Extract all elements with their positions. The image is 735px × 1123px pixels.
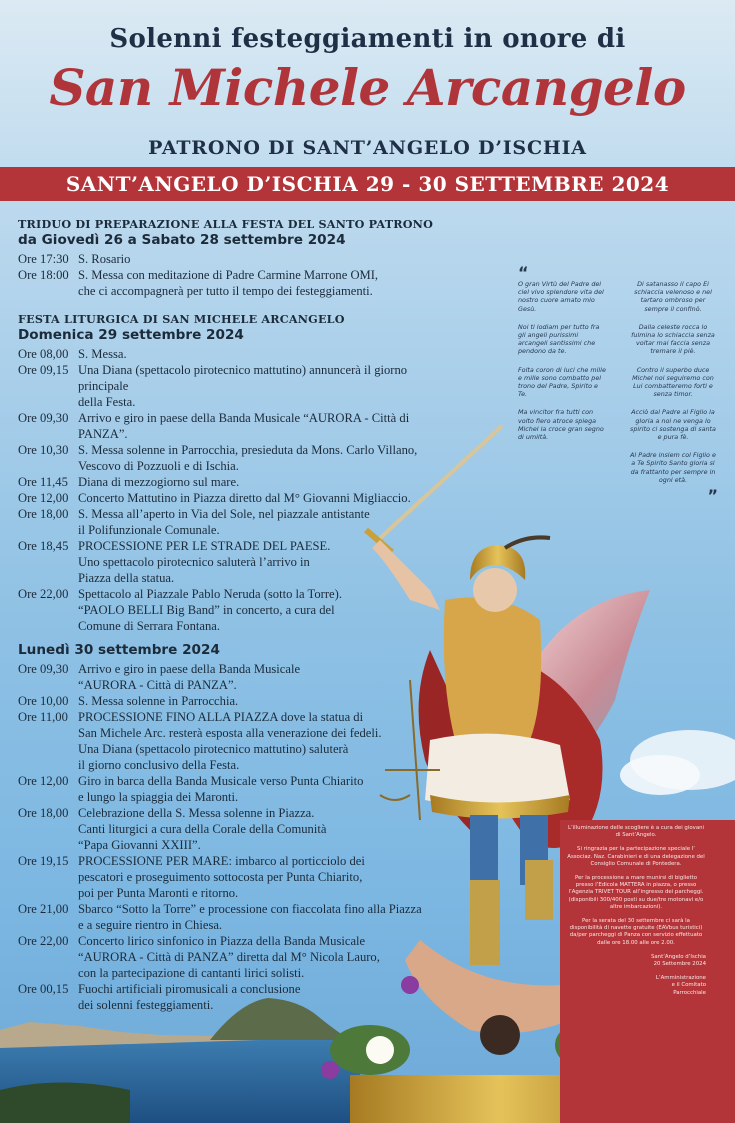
credit-note: L’illuminazione delle scogliere è a cura dei giovani di Sant’Angelo. [567,825,705,839]
lunedi-list [18,661,458,1013]
credit-note: Per la processione a mare munirsi di biglietto presso l’Edicola MATTERA in piazza, o presso l’Agenzia TRIVET TOUR all’ingresso dei parcheggi. (disponibili 300/400 posti su due/tre motonavi e/o altre imbarcazioni). [568,875,704,910]
item-continuation: “PAOLO BELLI Big Band” in concerto, a cura del [78,603,335,617]
item-time: Ore 11,00 [18,710,68,724]
angel-face [473,568,517,612]
item-time: Ore 08,00 [18,347,69,361]
hymn-stanza: Noi ti lodiam per tutto fra gli angeli purissimi arcangeli santissimi che pendono da te. [518,322,600,356]
signature-org [566,975,706,997]
signature-org1: L’Amministrazione [655,975,706,982]
signature-date: 20 Settembre 2024 [653,961,706,968]
hymn-stanza: O gran Virtù del Padre dei ciel vivo splendore vita del nostro cuore amato mio Gesù. [518,280,604,313]
program-item [18,362,458,394]
program-item [18,853,458,869]
hymn-stanza: Al Padre insiem col Figlio e a Te Spirito Santo gloria si da frattanto per sempre in ogni età. [630,451,716,484]
item-continuation: Comune di Serrara Fontana. [78,619,220,633]
item-text: Concerto Mattutino in Piazza diretto dal M° Giovanni Migliaccio. [78,491,411,505]
item-text: Sbarco “Sotto la Torre” e processione con fiaccolata fino alla Piazza [78,902,422,916]
item-continuation: Canti liturgici a cura della Corale della Comunità [78,822,327,836]
signature-org2: e il Comitato [671,982,706,989]
item-continuation: Piazza della statua. [78,571,175,585]
item-continuation: e a seguire rientro in Chiesa. [78,918,223,932]
item-text: Celebrazione della S. Messa solenne in Piazza. [78,806,315,820]
item-time: Ore 18,45 [18,539,69,553]
item-time: Ore 18:00 [18,268,69,282]
program-item [18,805,458,821]
item-continuation: il giorno conclusivo della Festa. [78,758,240,772]
hymn-right-column [628,280,718,494]
item-continuation: e lungo la spiaggia dei Maronti. [78,790,239,804]
signature-place-date [566,954,706,968]
item-text: S. Rosario [78,252,131,266]
item-continuation: poi per Punta Maronti e ritorno. [78,886,239,900]
program [18,212,458,1013]
item-text: Una Diana (spettacolo pirotecnico mattutino) annuncerà il giorno principale [78,363,408,393]
item-text: PROCESSIONE PER LE STRADE DEL PAESE. [78,539,331,553]
item-continuation: “Papa Giovanni XXIII”. [78,838,201,852]
triduo-date: da Giovedì 26 a Sabato 28 settembre 2024 [18,232,346,248]
program-item [18,981,458,997]
item-continuation: con la partecipazione di cantanti lirici solisti. [78,966,305,980]
item-text: Giro in barca della Banda Musicale verso Punta Chiarito [78,774,364,788]
credits-text [566,825,706,1004]
hymn-text [518,263,718,506]
item-text: Spettacolo al Piazzale Pablo Neruda (sotto la Torre). [78,587,342,601]
item-text: Arrivo e giro in paese della Banda Musicale “AURORA - Città di PANZA”. [78,411,410,441]
item-text: Concerto lirico sinfonico in Piazza della Banda Musicale [78,934,366,948]
program-item [18,661,458,677]
program-item [18,538,458,554]
item-continuation: Vescovo di Pozzuoli e di Ischia. [78,459,239,473]
program-item [18,933,458,949]
close-quote: ” [707,486,718,506]
credit-note: Per la serata del 30 settembre ci sarà la disponibilità di navette gratuite (EAVbus turistici) da/per parcheggi di Panza con servizio effettuato dalle ore 18.00 alle ore 2.00. [569,918,703,946]
item-time: Ore 12,00 [18,491,69,505]
hymn-stanza: Dalla celeste rocca lo fulmina lo schiaccia senza voltar mai faccia senza tremare il piè. [631,322,715,356]
item-continuation: “AURORA - Città di PANZA” diretta dal M° Nicola Lauro, [78,950,380,964]
hymn-left-column [518,280,608,494]
program-item [18,410,458,442]
item-time: Ore 09,30 [18,411,69,425]
program-item [18,773,458,789]
credit-note: Si ringrazia per la partecipazione speciale l’ Associaz. Naz. Carabinieri e di una delegazione del Consiglio Comunale di Pontedera. [567,846,705,867]
item-text: Diana di mezzogiorno sul mare. [78,475,240,489]
item-time: Ore 21,00 [18,902,69,916]
item-text: S. Messa solenne in Parrocchia. [78,694,239,708]
white-lily [366,1036,394,1064]
program-item [18,474,458,490]
item-text: S. Messa. [78,347,127,361]
signature-place: Sant’Angelo d’Ischia [650,953,706,960]
angel-boot [525,860,553,920]
lunedi-date: Lunedì 30 settembre 2024 [18,642,220,658]
festa-date: Domenica 29 settembre 2024 [18,327,244,343]
open-quote: “ [518,263,529,282]
program-item [18,442,458,458]
item-time: Ore 22,00 [18,934,69,948]
item-time: Ore 09,15 [18,363,69,377]
item-time: Ore 17:30 [18,252,69,266]
purple-flower [321,1061,339,1079]
date-band: SANT’ANGELO D’ISCHIA 29 - 30 SETTEMBRE 2024 [0,167,735,201]
hymn-stanza: Ma vincitor fra tutti con volto fiero atroce spiega Michel la croce gran segno di umiltà. [518,408,604,442]
hymn-stanza: Acciò dal Padre al Figlio la gloria a noi ne venga lo spirito ci sostenga di santa e pura fè. [630,408,716,442]
program-item [18,490,458,506]
program-item [18,346,458,362]
helmet-plume [505,537,550,548]
program-item [18,251,458,267]
item-time: Ore 22,00 [18,587,69,601]
item-text: Arrivo e giro in paese della Banda Musicale [78,662,301,676]
foreground-vegetation [0,1083,130,1123]
program-item [18,586,458,602]
item-time: Ore 10,00 [18,694,69,708]
defeated-head [480,1015,520,1055]
cloud [620,755,700,795]
item-continuation: il Polifunzionale Comunale. [78,523,220,537]
item-text: S. Messa solenne in Parrocchia, presieduta da Mons. Carlo Villano, [78,443,418,457]
festa-list [18,346,458,634]
item-continuation: dei solenni festeggiamenti. [78,998,214,1012]
program-item [18,901,458,917]
item-continuation: della Festa. [78,395,136,409]
program-item [18,693,458,709]
item-text: S. Messa con meditazione di Padre Carmine Marrone OMI, [78,268,379,282]
item-time: Ore 18,00 [18,507,69,521]
angel-boot [470,880,500,965]
triduo-heading: TRIDUO DI PREPARAZIONE ALLA FESTA DEL SANTO PATRONO [18,217,434,231]
program-item [18,506,458,522]
item-text: PROCESSIONE PER MARE: imbarco al porticciolo dei [78,854,365,868]
item-time: Ore 19,15 [18,854,69,868]
item-continuation: “AURORA - Città di PANZA”. [78,678,237,692]
item-continuation: San Michele Arc. resterà esposta alla venerazione dei fedeli. [78,726,382,740]
credit-list [566,825,706,947]
saint-title: San Michele Arcangelo [49,58,686,117]
program-item [18,709,458,725]
item-continuation: Uno spettacolo pirotecnico saluterà l’arrivo in [78,555,310,569]
hymn-stanza: Folta coron di luci che mille e mille sono combatto pel trono del Padre, Spirito e Te. [518,365,606,399]
intro-line: Solenni festeggiamenti in onore di [109,24,626,54]
item-continuation: pescatori e proseguimento sottocosta per Punta Chiarito, [78,870,363,884]
hymn-stanza: Di satanasso il capo Ei schiaccia velenoso e nel tartaro ombroso per sempre il confinò. [634,280,712,313]
signature-org3: Parrocchiale [673,989,706,996]
program-item [18,267,458,283]
golden-armor [444,598,542,741]
item-text: S. Messa all’aperto in Via del Sole, nel piazzale antistante [78,507,370,521]
hymn-stanza: Contro il superbo duce Michel noi seguiremo con Lui combatteremo forti e senza timor. [632,365,714,399]
item-time: Ore 12,00 [18,774,69,788]
item-continuation: che ci accompagnerà per tutto il tempo dei festeggiamenti. [78,284,373,298]
item-text: Fuochi artificiali piromusicali a conclusione [78,982,301,996]
item-text: PROCESSIONE FINO ALLA PIAZZA dove la statua di [78,710,364,724]
item-time: Ore 10,30 [18,443,69,457]
item-time: Ore 11,45 [18,475,68,489]
item-time: Ore 09,30 [18,662,69,676]
item-time: Ore 18,00 [18,806,69,820]
festa-heading: FESTA LITURGICA DI SAN MICHELE ARCANGELO [18,312,345,326]
item-time: Ore 00,15 [18,982,69,996]
patron-subtitle: PATRONO DI SANT’ANGELO D’ISCHIA [148,137,587,159]
item-continuation: Una Diana (spettacolo pirotecnico mattutino) saluterà [78,742,349,756]
